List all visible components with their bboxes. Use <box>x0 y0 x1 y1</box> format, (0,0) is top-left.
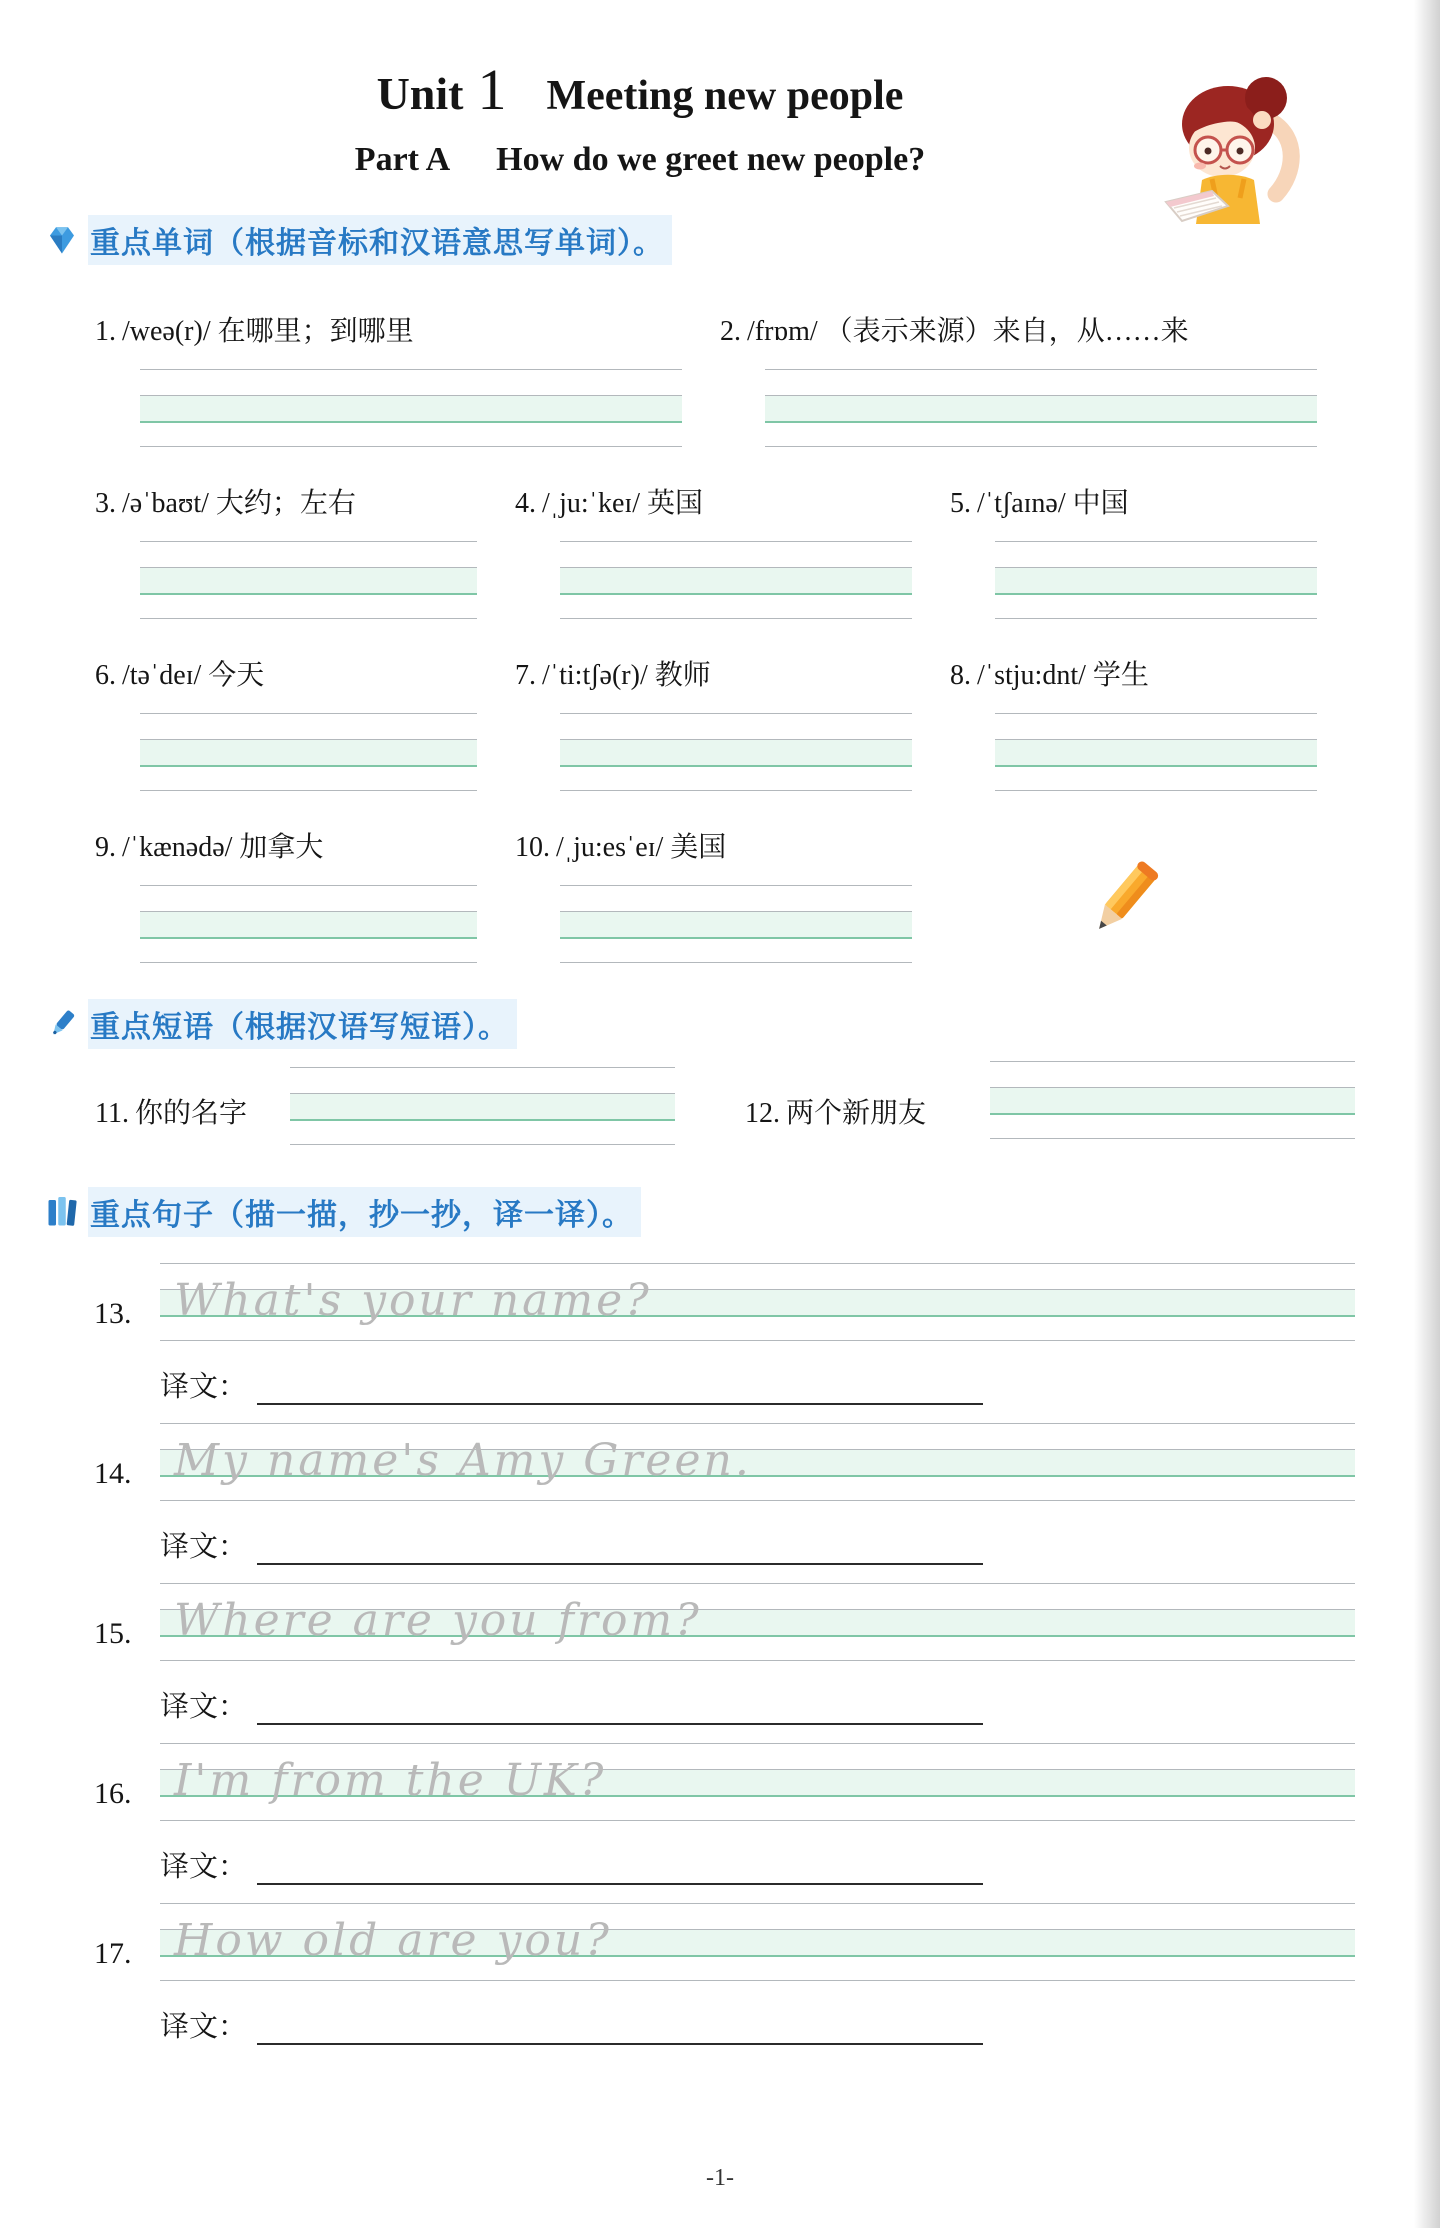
sentence-number: 17. <box>94 1937 132 1970</box>
sentence-number: 13. <box>94 1297 132 1330</box>
pencil-illustration <box>1078 853 1162 953</box>
writing-lines[interactable] <box>560 885 912 963</box>
writing-lines[interactable] <box>160 1743 1355 1821</box>
word-number: 6. <box>95 660 116 691</box>
word-row <box>95 825 1355 963</box>
word-number: 10. <box>515 832 550 863</box>
girl-reading-illustration <box>1160 72 1310 237</box>
sentence-item-14 <box>94 1423 1355 1501</box>
writing-lines[interactable] <box>160 1263 1355 1341</box>
word-item-3 <box>95 481 515 619</box>
word-item-5 <box>950 481 1355 619</box>
word-item-2 <box>720 309 1355 447</box>
word-number: 7. <box>515 660 536 691</box>
translation-label: 译文： <box>160 2011 248 2043</box>
part-label: Part A <box>354 141 451 178</box>
word-number: 4. <box>515 488 536 519</box>
phrases-block <box>95 1051 1440 1151</box>
trace-sentence: What's your name? <box>174 1275 652 1326</box>
writing-lines[interactable] <box>560 541 912 619</box>
sentence-item-16 <box>94 1743 1355 1821</box>
page-number: -1- <box>706 2165 734 2191</box>
writing-lines[interactable] <box>140 369 682 447</box>
writing-lines[interactable] <box>160 1583 1355 1661</box>
translation-row <box>160 1843 1355 1885</box>
translation-row <box>160 1363 1355 1405</box>
word-text: /ˈstju:dnt/ 学生 <box>977 660 1149 691</box>
word-text: /ˈkænədə/ 加拿大 <box>122 832 324 863</box>
word-item-9 <box>95 825 515 963</box>
section-sentences-header <box>44 1187 1440 1237</box>
translation-label: 译文： <box>160 1371 248 1403</box>
translation-blank-line[interactable] <box>257 1691 983 1725</box>
writing-lines[interactable] <box>140 713 477 791</box>
word-text: /əˈbaʊt/ 大约；左右 <box>122 488 356 519</box>
section-phrases-title: 重点短语（根据汉语写短语）。 <box>88 999 517 1049</box>
writing-lines[interactable] <box>140 541 477 619</box>
word-text: /ˈti:tʃə(r)/ 教师 <box>542 660 711 691</box>
word-number: 9. <box>95 832 116 863</box>
word-text: /ˌju:ˈkeɪ/ 英国 <box>542 488 703 519</box>
word-number: 5. <box>950 488 971 519</box>
pen-icon <box>44 1006 80 1042</box>
phrase-item-11 <box>95 1051 745 1151</box>
writing-lines[interactable] <box>140 885 477 963</box>
unit-number: 1 <box>477 57 507 122</box>
unit-title: Meeting new people <box>546 73 904 119</box>
phrase-item-12 <box>745 1051 1355 1151</box>
sentence-item-15 <box>94 1583 1355 1661</box>
word-item-8 <box>950 653 1355 791</box>
words-block <box>95 309 1355 963</box>
sentences-block <box>94 1263 1355 2045</box>
writing-lines[interactable] <box>765 369 1317 447</box>
translation-row <box>160 2003 1355 2045</box>
writing-lines[interactable] <box>990 1061 1355 1139</box>
sentence-number: 14. <box>94 1457 132 1490</box>
word-number: 3. <box>95 488 116 519</box>
translation-label: 译文： <box>160 1851 248 1883</box>
word-row <box>95 309 1355 447</box>
word-row <box>95 653 1355 791</box>
writing-lines[interactable] <box>160 1903 1355 1981</box>
phrase-number: 12. <box>745 1098 780 1129</box>
section-sentences-title: 重点句子（描一描，抄一抄，译一译）。 <box>88 1187 641 1237</box>
trace-sentence: Where are you from? <box>174 1595 702 1646</box>
writing-lines[interactable] <box>995 541 1317 619</box>
trace-sentence: I'm from the UK? <box>174 1755 607 1806</box>
unit-title-line <box>140 56 1140 123</box>
word-text: /təˈdeɪ/ 今天 <box>122 660 265 691</box>
writing-lines[interactable] <box>995 713 1317 791</box>
section-words-title: 重点单词（根据音标和汉语意思写单词）。 <box>88 215 672 265</box>
word-number: 8. <box>950 660 971 691</box>
translation-blank-line[interactable] <box>257 1531 983 1565</box>
writing-lines[interactable] <box>290 1067 675 1145</box>
word-row <box>95 481 1355 619</box>
word-item-6 <box>95 653 515 791</box>
section-phrases-header <box>44 999 1440 1049</box>
word-number: 1. <box>95 316 116 347</box>
writing-lines[interactable] <box>560 713 912 791</box>
unit-label: Unit <box>376 68 464 119</box>
word-text: /ˌju:esˈeɪ/ 美国 <box>556 832 727 863</box>
word-item-7 <box>515 653 950 791</box>
word-number: 2. <box>720 316 741 347</box>
translation-row <box>160 1523 1355 1565</box>
books-icon <box>44 1194 80 1230</box>
translation-label: 译文： <box>160 1531 248 1563</box>
sentence-item-13 <box>94 1263 1355 1341</box>
writing-lines[interactable] <box>160 1423 1355 1501</box>
sentence-number: 16. <box>94 1777 132 1810</box>
pencil-cell <box>950 825 1355 963</box>
word-text: /frɒm/ （表示来源）来自，从……来 <box>747 316 1189 347</box>
translation-blank-line[interactable] <box>257 2011 983 2045</box>
word-text: /weə(r)/ 在哪里；到哪里 <box>122 316 414 347</box>
trace-sentence: How old are you? <box>174 1915 612 1966</box>
sentence-number: 15. <box>94 1617 132 1650</box>
trace-sentence: My name's Amy Green. <box>174 1435 752 1486</box>
translation-row <box>160 1683 1355 1725</box>
translation-blank-line[interactable] <box>257 1371 983 1405</box>
translation-label: 译文： <box>160 1691 248 1723</box>
sentence-item-17 <box>94 1903 1355 1981</box>
gem-icon <box>44 222 80 258</box>
phrase-text: 你的名字 <box>134 1098 247 1129</box>
translation-blank-line[interactable] <box>257 1851 983 1885</box>
word-text: /ˈtʃaɪnə/ 中国 <box>977 488 1129 519</box>
part-question: How do we greet new people? <box>496 141 926 178</box>
phrase-number: 11. <box>95 1098 129 1129</box>
word-item-1 <box>95 309 720 447</box>
word-item-10 <box>515 825 950 963</box>
word-item-4 <box>515 481 950 619</box>
part-title-line <box>140 141 1140 179</box>
phrase-text: 两个新朋友 <box>786 1098 927 1129</box>
